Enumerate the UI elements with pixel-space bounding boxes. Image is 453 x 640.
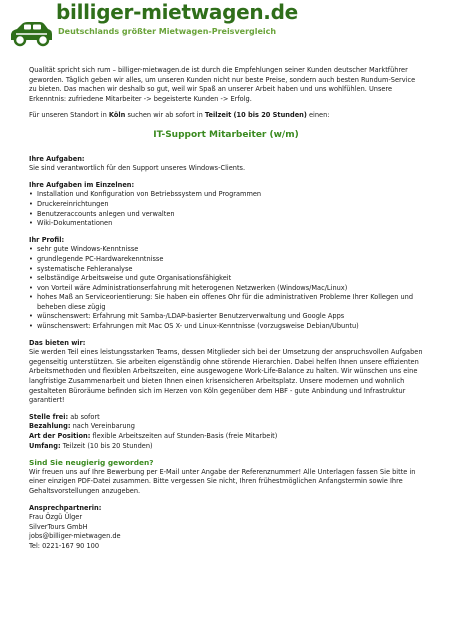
details-heading: Ihre Aufgaben im Einzelnen: [29, 180, 135, 189]
search-line [29, 111, 423, 121]
contact-name: Frau Özgü Ülger [29, 513, 83, 522]
list-item: • wünschenswert: Erfahrungen mit Mac OS X- und Linux-Kenntnisse (vorzugsweise Debian/Ubuntu) [29, 322, 423, 332]
contact-email[interactable]: jobs@billiger-mietwagen.de [29, 532, 121, 541]
list-item: • grundlegende PC-Hardwarekenntnisse [29, 255, 423, 265]
fact-value: flexible Arbeitszeiten auf Stunden-Basis (freie Mitarbeit) [90, 432, 278, 440]
list-item: • sehr gute Windows-Kenntnisse [29, 245, 423, 255]
curious-heading: Sind Sie neugierig geworden? [29, 458, 154, 468]
profile-heading: Ihr Profil: [29, 235, 65, 244]
fact-label: Art der Position: [29, 432, 91, 440]
list-item: • wünschenswert: Erfahrung mit Samba-/LDAP-basierter Benutzerverwaltung und Google Apps [29, 312, 423, 322]
search-prefix: Für unseren Standort in [29, 111, 109, 120]
fact-row [29, 442, 423, 452]
list-item: • systematische Fehleranalyse [29, 265, 423, 275]
fact-value: ab sofort [68, 412, 100, 421]
fact-row [29, 413, 423, 423]
list-item: • Benutzeraccounts anlegen und verwalten [29, 210, 423, 220]
intro-paragraph: Qualität spricht sich rum – billiger-mietwagen.de ist durch die Empfehlungen seiner Kunden deutscher Marktführer geworden. Täglich geben wir alles, um unseren Kunden nicht nur beste Preise, sondern auch besten Rundum-Service zu bieten. Das machen wir deshalb so gut, weil wir Spaß an unserer Arbeit haben und uns wohlfühlen. Unsere Erkenntnis: zufriedene Mitarbeiter -> begeisterte Kunden -> Erfolg. [29, 66, 416, 103]
search-middle: suchen wir ab sofort in [125, 111, 205, 120]
header [0, 0, 453, 60]
job-title: IT-Support Mitarbeiter (w/m) [153, 129, 299, 140]
list-item: • von Vorteil wäre Administrationserfahrung mit heterogenen Netzwerken (Windows/Mac/Linux) [29, 284, 423, 294]
details-list [29, 190, 423, 228]
contact-company: SilverTours GmbH [29, 522, 88, 531]
contact-heading: Ansprechpartnerin: [29, 503, 102, 512]
fact-label: Umfang: [29, 441, 61, 450]
fact-label: Bezahlung: [29, 422, 71, 431]
brand-name[interactable]: billiger-mietwagen.de [56, 0, 298, 24]
fact-value: Teilzeit (10 bis 20 Stunden) [60, 441, 153, 450]
fact-label: Stelle frei: [29, 412, 69, 421]
car-logo-icon[interactable] [8, 20, 54, 48]
fact-row [29, 432, 423, 442]
fact-row [29, 422, 423, 432]
tasks-text: Sie sind verantwortlich für den Support unseres Windows-Clients. [29, 164, 246, 173]
position-facts [29, 413, 423, 451]
offer-text: Sie werden Teil eines leistungsstarken Teams, dessen Mitglieder sich bei der Umsetzung der anspruchsvollen Aufgaben gegenseitig unterstützen. Sie arbeiten eigenständig ohne störende Hierarchien. Dabei helfen Ihnen unsere effizienten Arbeitsmethoden und flexiblen Arbeitszeiten, eine ausgewogene Work-Life-Balance zu halten. Wir wünschen uns eine langfristige Zusammenarbeit und bieten Ihnen einen krisensicheren Arbeitsplatz. Unsere modernen und wohnlich gestalteten Büroräume befinden sich im Herzen von Köln gegenüber dem HBF - gute Anbindung und Infrastruktur garantiert! [29, 348, 423, 405]
job-posting [29, 66, 423, 552]
fact-value: nach Vereinbarung [70, 422, 135, 431]
list-item: • hohes Maß an Serviceorientierung: Sie haben ein offenes Ohr für die administrativen Probleme Ihrer Kollegen und beheben diese zügig [29, 293, 423, 312]
curious-text: Wir freuen uns auf Ihre Bewerbung per E-Mail unter Angabe der Referenznummer! Alle Unterlagen fassen Sie bitte in einer einzigen PDF-Datei zusammen. Bitte vergessen Sie nicht, Ihren frühestmöglichen Anfangstermin sowie Ihre Gehaltsvorstellungen anzugeben. [29, 467, 416, 495]
search-suffix: einen: [306, 111, 330, 120]
list-item: • Druckereinrichtungen [29, 200, 423, 210]
city: Köln [108, 111, 126, 120]
list-item: • Installation und Konfiguration von Betriebssystem und Programmen [29, 190, 423, 200]
tasks-heading: Ihre Aufgaben: [29, 154, 85, 163]
time-scope: Teilzeit (10 bis 20 Stunden) [204, 111, 307, 120]
profile-list [29, 245, 423, 331]
offer-heading: Das bieten wir: [29, 338, 86, 347]
contact-phone: Tel: 0221-167 90 100 [29, 541, 100, 550]
tagline: Deutschlands größter Mietwagen-Preisvergleich [58, 27, 277, 36]
list-item: • selbständige Arbeitsweise und gute Organisationsfähigkeit [29, 274, 423, 284]
list-item: • Wiki-Dokumentationen [29, 219, 423, 229]
